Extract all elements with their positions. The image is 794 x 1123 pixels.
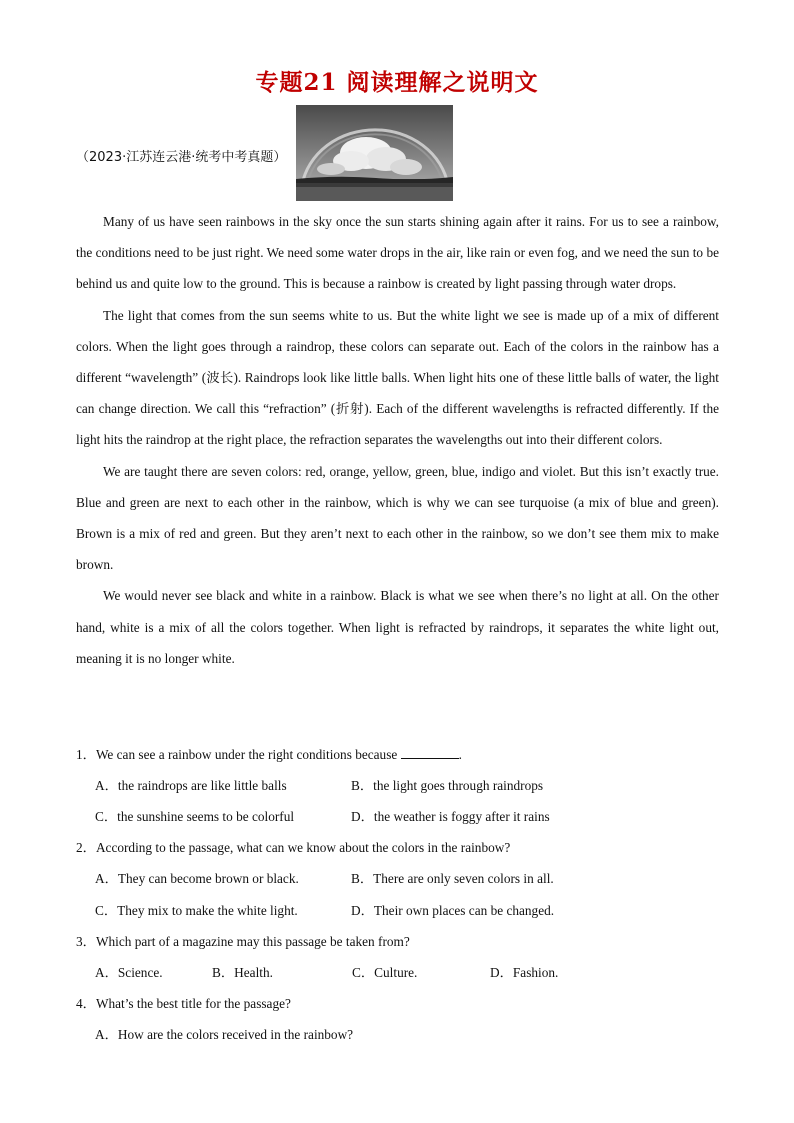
- option-3a: A．Science.: [95, 965, 163, 980]
- option-3c: C．Culture.: [352, 965, 418, 980]
- question-1-stem-end: .: [458, 747, 462, 762]
- answer-blank: [401, 746, 459, 759]
- passage-paragraph-3: We are taught there are seven colors: red, orange, yellow, green, blue, indigo and violet. But this isn’t exactly true. Blue and green are next to each other in the rainbow, which is why we can see turquoise (a mix of blue and green). Brown is a mix of red and green. But they aren’t next to each other in the rainbow, so we don’t see them mix to make brown.: [76, 463, 719, 573]
- question-4-stem: 4．What’s the best title for the passage?: [76, 996, 291, 1011]
- passage-paragraph-1: Many of us have seen rainbows in the sky once the sun starts shining again after it rains. For us to see a rainbow, the conditions need to be just right. We need some water drops in the air, like rain or even fog, and we need the sun to be behind us and quite low to the ground. This is because a rainbow is created by light passing through water drops.: [76, 214, 719, 292]
- option-1d: D．the weather is foggy after it rains: [351, 809, 550, 824]
- option-1c: C．the sunshine seems to be colorful: [95, 809, 295, 824]
- rainbow-photo: [296, 105, 453, 201]
- question-2-stem: 2．According to the passage, what can we know about the colors in the rainbow?: [76, 840, 511, 855]
- passage: [76, 206, 719, 674]
- option-2c: C．They mix to make the white light.: [95, 903, 298, 918]
- option-3d: D．Fashion.: [490, 965, 559, 980]
- option-2d: D．Their own places can be changed.: [351, 903, 555, 918]
- passage-paragraph-4: We would never see black and white in a rainbow. Black is what we see when there’s no light at all. On the other hand, white is a mix of all the colors together. When light is refracted by raindrops, it separates the white light out, meaning it is no longer white.: [76, 588, 719, 666]
- option-2b: B．There are only seven colors in all.: [351, 871, 554, 886]
- option-4a: A．How are the colors received in the rainbow?: [95, 1027, 354, 1042]
- question-1-stem: 1．We can see a rainbow under the right conditions because: [76, 747, 398, 762]
- question-1: [76, 744, 462, 763]
- option-3b: B．Health.: [212, 965, 273, 980]
- option-2a: A．They can become brown or black.: [95, 871, 299, 886]
- option-1a: A．the raindrops are like little balls: [95, 778, 287, 793]
- question-3-stem: 3．Which part of a magazine may this passage be taken from?: [76, 934, 410, 949]
- page-title: 专题21 阅读理解之说明文: [255, 69, 539, 96]
- passage-paragraph-2: The light that comes from the sun seems white to us. But the white light we see is made up of a mix of different colors. When the light goes through a raindrop, these colors can separate out. Each of the colors in the rainbow has a different “wavelength” (波长). Raindrops look like little balls. When light hits one of these little balls of water, the light can change direction. We call this “refraction” (折射). Each of the different wavelengths is refracted differently. If the light hits the raindrop at the right place, the refraction separates the wavelengths out into their different colors.: [76, 307, 719, 448]
- exam-source: （2023·江苏连云港·统考中考真题）: [76, 150, 287, 165]
- option-1b: B．the light goes through raindrops: [351, 778, 544, 793]
